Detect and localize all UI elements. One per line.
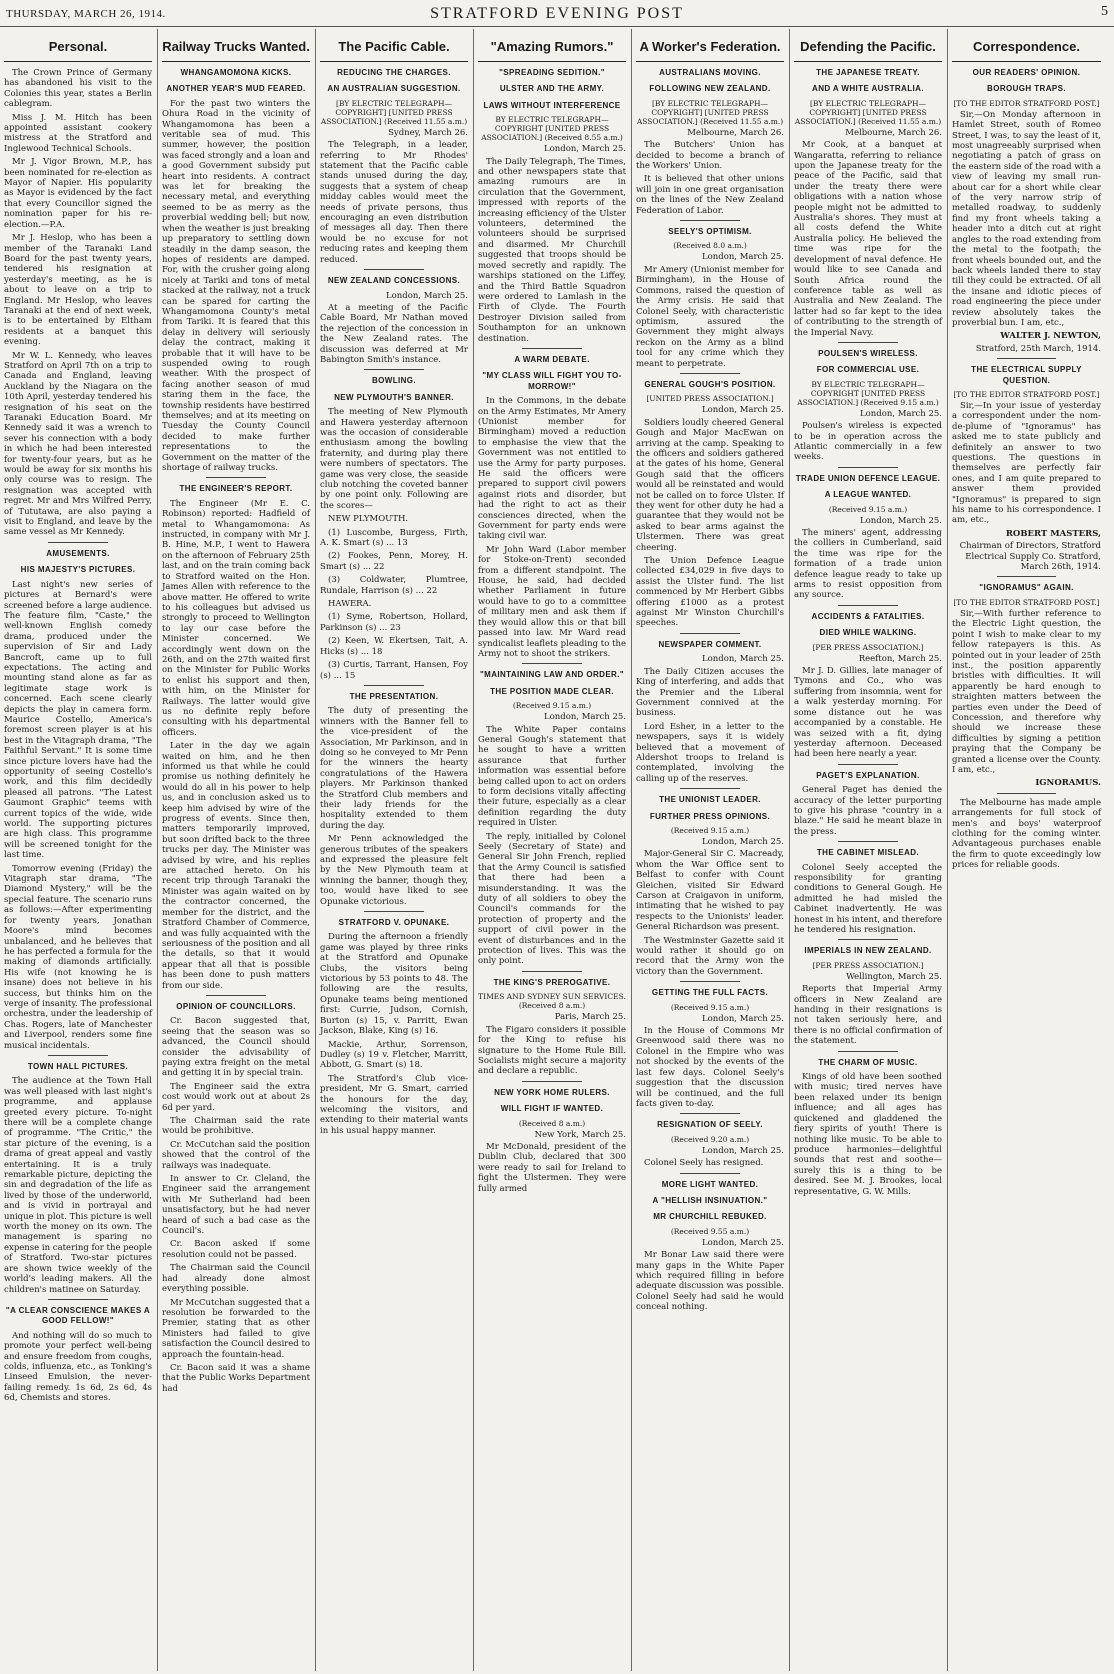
- article-paragraph: The Westminster Gazette said it would rather it should go on record that the Army won the victory than the Government.: [636, 935, 784, 977]
- article-paragraph: The Chairman said the rate would be prohibitive.: [162, 1116, 310, 1137]
- section-rule: [364, 685, 423, 686]
- section-rule: [680, 373, 739, 374]
- letter-date: Chairman of Directors, Stratford Electrical Supply Co. Stratford, March 26th, 1914.: [959, 541, 1101, 573]
- article-column: [474, 29, 632, 1671]
- article-paragraph: The Daily Citizen accuses the King of interfering, and adds that the Premier and the Liberal Government connived at the business.: [636, 666, 784, 719]
- article-column: [0, 29, 158, 1671]
- column-headline: A Worker's Federation.: [636, 29, 784, 62]
- section-rule: [522, 1081, 581, 1082]
- wire-credit: [TO THE EDITOR STRATFORD POST.]: [953, 98, 1100, 108]
- column-headline: "Amazing Rumors.": [478, 29, 626, 62]
- column-subheading: AND A WHITE AUSTRALIA.: [812, 84, 924, 94]
- section-rule: [522, 663, 581, 664]
- letter-signature: ROBERT MASTERS,: [1005, 528, 1101, 539]
- article-paragraph: At a meeting of the Pacific Cable Board, Mr Nathan moved the rejection of the concession in the New Zealand rates. The discussion was deferred at Mr Babington Smith's instance.: [320, 302, 468, 365]
- section-heading: TOWN HALL PICTURES.: [27, 1061, 129, 1071]
- section-heading: THE ENGINEER'S REPORT.: [179, 484, 293, 494]
- article-paragraph: During the afternoon a friendly game was played by three rinks at the Stratford and Opunake Clubs, the visitors being victorious by 53 points to 48. The following are the results, Opunake teams being mentioned first: Currie, Judson, Cornish, Burton (s) 15, v. Parritt, Ewan Jackson, Blake, King (s) 16.: [320, 932, 468, 1037]
- section-heading: BOWLING.: [371, 376, 417, 386]
- section-rule: [997, 358, 1057, 359]
- section-heading: NEW YORK HOME RULERS.: [494, 1087, 610, 1097]
- wire-credit: (Received 9.15 a.m.): [670, 825, 750, 835]
- section-rule: [680, 1173, 739, 1174]
- wire-credit: [BY ELECTRIC TELEGRAPH—COPYRIGHT] [UNITED PRESS ASSOCIATION.] (Received 11.55 a.m.): [320, 98, 468, 126]
- letter-date: Stratford, 25th March, 1914.: [975, 343, 1101, 354]
- masthead: [0, 0, 1114, 27]
- article-paragraph: Mr Amery (Unionist member for Birmingham), in the House of Commons, raised the question of the Army crisis. He said that Colonel Seely, with characteristic optimism, assured the Government they might always reckon on the Army as a blind tool for any crime which they meant to perpetrate.: [636, 264, 784, 369]
- section-heading: NEW ZEALAND CONCESSIONS.: [327, 276, 461, 286]
- section-rule: [522, 348, 581, 349]
- dateline: London, March 25.: [860, 515, 942, 526]
- article-paragraph: The Butchers' Union has decided to become a branch of the Workers' Union.: [636, 140, 784, 172]
- section-rule: [680, 1113, 739, 1114]
- wire-credit: (Received 9.15 a.m.): [670, 1002, 750, 1012]
- column-headline: Railway Trucks Wanted.: [162, 29, 310, 62]
- wire-credit: TIMES AND SYDNEY SUN SERVICES. (Received 8 a.m.): [478, 992, 626, 1011]
- section-rule: [680, 220, 739, 221]
- article-paragraph: Mr Cook, at a banquet at Wangaratta, referring to reliance upon the Japanese treaty for the peace of the Pacific, said that under the treaty there were obligations with a nation whose people might not be admitted to Australia's shores. They must at all costs defend the White Australia policy. He believed the time was ripe for the development of naval defence. He would like to see Canada and South Africa round the conference table as well as Australia and New Zealand. The latter had so far kept to the idea of contributing to the strength of the Imperial Navy.: [794, 140, 942, 338]
- dateline: London, March 25.: [702, 654, 784, 665]
- wire-credit: (Received 9.15 a.m.): [828, 504, 908, 514]
- article-paragraph: In answer to Cr. Cleland, the Engineer said the arrangement with Mr Sutherland had been unsatisfactory, but he had never heard of such a bad case as the Council's.: [162, 1174, 310, 1237]
- dateline: London, March 25.: [702, 1145, 784, 1156]
- article-column: [316, 29, 474, 1671]
- section-subheading: WILL FIGHT IF WANTED.: [500, 1104, 604, 1114]
- article-paragraph: The Engineer (Mr E. C. Robinson) reported: Hadfield of metal to Whangamomona: As instructed, in company with Mr J. B. Hine, M.P., I went to Hawera on the afternoon of February 25th last, and on the train coming back to Stratford waited on the Hon. James Allen with reference to the above matter. He offered to write to his colleagues but advised us strongly to proceed to Wellington to lay our case before the Minister concerned. We accordingly went down on the 26th, and on the 27th waited first on the Minister for Public Works to enlist his support and then, with him, on the Minister for Railways. The latter would give us no definite reply before consulting with his departmental officers.: [162, 498, 310, 738]
- article-paragraph: Mr Penn acknowledged the generous tributes of the speakers and expressed the pleasure felt by the New Plymouth team at winning the banner, though they, too, would have liked to see Opunake victorious.: [320, 834, 468, 907]
- wire-credit: [BY ELECTRIC TELEGRAPH—COPYRIGHT] [UNITED PRESS ASSOCIATION.] (Received 11.55 a.m.): [636, 98, 784, 126]
- section-heading: POULSEN'S WIRELESS.: [818, 348, 918, 358]
- section-heading: "A CLEAR CONSCIENCE MAKES A GOOD FELLOW!": [5, 1305, 151, 1326]
- dateline: Reefton, March 25.: [858, 653, 942, 664]
- article-paragraph: In the House of Commons Mr Greenwood said there was no Colonel in the Empire who was not shocked by the events of the last few days. Colonel Seely's suggestion that the discussion will be continued, and the full facts given to-day.: [636, 1026, 784, 1109]
- wire-credit: [PER PRESS ASSOCIATION.]: [812, 960, 924, 970]
- bowling-score-line: (2) Keen, W. Ekertsen, Tait, A. Hicks (s) ... 18: [320, 636, 468, 657]
- section-heading: "MAINTAINING LAW AND ORDER.": [479, 670, 625, 680]
- article-paragraph: The Daily Telegraph, The Times, and other newspapers state that amazing rumours are in circulation that the Government, impressed with reports of the increasing efficiency of the Ulster volunteers, determined the volunteers should be surprised and disarmed. Mr Churchill suggested that troops should be moved secretly and rapidly. The warships stationed on the Liffey, and the Third Battle Squadron were ordered to Lamlash in the Firth of Clyde. The Fourth Destroyer Division sailed from Southampton for an unknown destination.: [478, 156, 626, 344]
- section-heading: THE ELECTRICAL SUPPLY QUESTION.: [971, 365, 1082, 385]
- section-heading: THE CHARM OF MUSIC.: [818, 1057, 918, 1067]
- section-rule: [838, 467, 897, 468]
- section-heading: STRATFORD V. OPUNAKE.: [338, 918, 450, 928]
- dateline: Melbourne, March 26.: [845, 127, 942, 138]
- section-heading: "IGNORAMUS" AGAIN.: [979, 583, 1074, 593]
- section-subheading: FOR COMMERCIAL USE.: [816, 365, 920, 375]
- article-paragraph: Mr W. L. Kennedy, who leaves Stratford on April 7th on a trip to Canada and England, leaving Auckland by the Niagara on the 10th April, yesterday tendered his resignation of his seat on the Taranaki Education Board. Mr Kennedy said it was a wrench to sever his connection with a body in which he had been interested for twenty-four years, but as he would be away for six months his only course was to resign. The resignation was accepted with regret. Mr and Mrs Wilfred Perry, of Tututawa, are also paying a visit to England, and leave by the same vessel as Mr Kennedy.: [4, 350, 152, 538]
- article-column: [158, 29, 316, 1671]
- article-paragraph: The audience at the Town Hall was well pleased with last night's programme, and applause greeted every picture. To-night there will be a complete change of programme. "The Critic," the star picture of the evening, is a drama of great appeal and vastly entertaining. It is a truly remarkable picture, depicting the sin and degradation of the life as lived by those of the underworld, and is vivid in portrayal and unique in plot. This picture is well worth the money on its own. The management is sparing no expense in catering for the people of Stratford. Two-star pictures are shown twice weekly of the world's leading makers. All the children's matinee on Saturday.: [4, 1076, 152, 1295]
- section-rule: [364, 911, 423, 912]
- section-heading: THE KING'S PREROGATIVE.: [493, 977, 611, 987]
- column-subheading: THE JAPANESE TREATY.: [816, 68, 920, 77]
- dateline: London, March 25.: [702, 252, 784, 263]
- article-paragraph: Mr J. Heslop, who has been a member of the Taranaki Land Board for the past twenty years, tendered his resignation at yesterday's meeting, as he is about to leave on a trip to England. Mr Heslop, who leaves Taranaki at the end of next week, is to be entertained by Eltham residents at a banquet this evening.: [4, 233, 152, 348]
- wire-credit: (Received 9.55 a.m.): [670, 1226, 750, 1236]
- article-paragraph: Sir,—On Monday afternoon in Hamlet Street, south of Romeo Street, I was, to say the least of it, most unagreeably surprised when negotiating a patch of grass on the eastern side of the road with a view of leaving my small run-about car for a short while clear of the very narrow strip of metalled roadway, to suddenly find my front wheels taking a header into a ditch cut at right angles to the road extending from the metal to the footpath; the front wheels bounded out, and the back wheels landed there to stay till they could be extracted. Of all the insane and idiotic pieces of road engineering the piece under review absolutely takes the proverbial bun. I am, etc.,: [952, 109, 1101, 328]
- dateline: London, March 25.: [386, 290, 468, 301]
- issue-date: THURSDAY, MARCH 26, 1914.: [6, 8, 166, 20]
- article-paragraph: Cr. Bacon suggested that, seeing that the season was so advanced, the Council should consider the advisability of paying extra freight on the metal and getting it in by special train.: [162, 1016, 310, 1079]
- column-subheading: WHANGAMOMONA KICKS.: [180, 68, 292, 77]
- section-rule: [997, 793, 1057, 794]
- column-headline: Personal.: [4, 29, 152, 62]
- column-subheading: REDUCING THE CHARGES.: [337, 68, 451, 77]
- column-subheading: "SPREADING SEDITION.": [499, 68, 605, 77]
- section-rule: [680, 633, 739, 634]
- column-subheading: ULSTER AND THE ARMY.: [499, 84, 605, 94]
- section-heading: A WARM DEBATE.: [514, 354, 590, 364]
- dateline: London, March 25.: [702, 836, 784, 847]
- section-heading: TRADE UNION DEFENCE LEAGUE.: [795, 473, 941, 483]
- section-subheading: "MY CLASS WILL FIGHT YOU TO-MORROW!": [482, 371, 622, 391]
- dateline: Sydney, March 26.: [388, 127, 468, 138]
- article-paragraph: Miss J. M. Hitch has been appointed assistant cookery mistress at the Stratford and Inglewood Technical Schools.: [4, 112, 152, 154]
- wire-credit: (Received 9.15 a.m.): [512, 701, 592, 711]
- section-heading: OPINION OF COUNCILLORS.: [176, 1001, 296, 1011]
- letter-signature: WALTER J. NEWTON,: [1000, 331, 1101, 342]
- article-columns: [0, 29, 1114, 1671]
- section-rule: [838, 605, 897, 606]
- section-heading: THE PRESENTATION.: [349, 691, 439, 701]
- column-subheading: AUSTRALIANS MOVING.: [659, 68, 761, 77]
- article-paragraph: Mackie, Arthur, Sorrenson, Dudley (s) 19 v. Fletcher, Marritt, Abbott, G. Smart (s) 18.: [320, 1039, 468, 1071]
- section-rule: [680, 981, 739, 982]
- bowling-score-line: HAWERA.: [328, 599, 372, 610]
- section-rule: [364, 269, 423, 270]
- wire-credit: BY ELECTRIC TELEGRAPH—COPYRIGHT [UNITED PRESS ASSOCIATION.] (Received 8.55 a.m.): [481, 115, 623, 143]
- section-subheading: HIS MAJESTY'S PICTURES.: [20, 565, 136, 575]
- article-paragraph: The miners' agent, addressing the colliers in Cumberland, said the time was ripe for the formation of a trade union defence league ready to take up arms to resist opposition from any source.: [794, 528, 942, 601]
- article-paragraph: Major-General Sir C. Macready, whom the War Office sent to Belfast to confer with Count Gleichen, visited Sir Edward Carson at Craigavon in uniform, intimating that he wished to pay respects to the Unionists' leader. General Richardson was present.: [636, 849, 784, 933]
- section-rule: [48, 1299, 107, 1300]
- section-heading: RESIGNATION OF SEELY.: [657, 1120, 763, 1130]
- article-paragraph: Mr McCutchan suggested that a resolution be forwarded to the Premier, stating that as other Ministers had failed to give satisfaction the Council desired to approach the fountain-head.: [162, 1297, 310, 1360]
- article-paragraph: Lord Esher, in a letter to the newspapers, says it is widely believed that a movement of Aldershot troops to Ireland is contemplated, involving the calling up of the reserves.: [636, 721, 784, 784]
- section-rule: [522, 971, 581, 972]
- section-heading: PAGET'S EXPLANATION.: [816, 770, 920, 780]
- dateline: London, March 25.: [860, 408, 942, 419]
- article-paragraph: Cr. McCutchan said the position showed that the control of the railways was inadequate.: [162, 1139, 310, 1171]
- newspaper-title: STRATFORD EVENING POST: [430, 5, 684, 22]
- column-subheading: FOLLOWING NEW ZEALAND.: [649, 84, 771, 94]
- article-paragraph: The White Paper contains General Gough's statement that he sought to have a written assurance that further information was essential before being called upon to act on orders to form decisions vitally affecting their future, especially as a clear definition regarding the duty required in Ulster.: [478, 724, 627, 829]
- dateline: Wellington, March 25.: [846, 971, 942, 982]
- column-subheading: OUR READERS' OPINION.: [972, 68, 1081, 77]
- section-rule: [206, 477, 265, 478]
- article-paragraph: Tomorrow evening (Friday) the Vitagraph star drama, "The Diamond Mystery," will be the special feature. The scenario runs as follows:—After experimenting for twenty years, Jonathan Moore's mind becomes unbalanced, and he believes that he has perfected a formula for the making of diamonds artificially. His wife (not knowing he is insane) does not believe in his success, but thinks him on the verge of insanity. The professional orchestra, under the leadership of Chas. Rogers, late of Manchester and Liverpool, renders some fine musical incidentals.: [4, 863, 152, 1051]
- section-subheading: A LEAGUE WANTED.: [824, 490, 912, 500]
- article-paragraph: Sir,—In your issue of yesterday a correspondent under the nom-de-plume of "Ignoramus" has asked me to state publicly and definitely an answer to two questions. The questions in themselves are perfectly fair ones, and I am quite prepared to answer them provided "Ignoramus" is prepared to sign his name to his correspondence. I am, etc.,: [952, 400, 1101, 526]
- article-paragraph: It is believed that other unions will join in one great organisation on the lines of the New Zealand Federation of Labor.: [636, 174, 784, 216]
- article-paragraph: Mr John Ward (Labor member for Stoke-on-Trent) seconded from a different standpoint. The House, he said, had decided whether Parliament in future would have to go to a committee of military men and ask them if they would allow this or that bill passed into law. Mr Ward read syndicalist leaflets pleading to the Army not to shoot the strikers.: [478, 544, 626, 659]
- section-subheading: DIED WHILE WALKING.: [819, 628, 917, 638]
- bowling-score-line: (2) Fookes, Penn, Morey, H. Smart (s) ... 22: [320, 551, 468, 572]
- wire-credit: [BY ELECTRIC TELEGRAPH—COPYRIGHT] [UNITED PRESS ASSOCIATION.] (Received 11.55 a.m.): [794, 98, 942, 126]
- dateline: London, March 25.: [544, 144, 626, 155]
- section-subheading: A "HELLISH INSINUATION.": [652, 1195, 768, 1205]
- section-rule: [838, 841, 897, 842]
- section-heading: NEWSPAPER COMMENT.: [658, 639, 762, 649]
- article-paragraph: Last night's new series of pictures at Bernard's were screened before a large audience. The feature film, "Caste," the well-known English comedy drama, produced under the supervision of Sir and Lady Bancroft, came up to full expectations. The acting and mounting stand alone as far as legitimate stage work is concerned. Each scene clearly depicts the play in camera form. Maurice Costello, America's foremost screen player is at his best in the Vitagraph drama, "The Faithful Servant." It is some time since picture lovers have had the opportunity of seeing Costello's work, and this film decidedly pleased all patrons. "The Latest Gaumont Graphic" teems with current topics of the wide, wide world. The supporting pictures are high class. This programme will be screened tonight for the last time.: [4, 579, 152, 861]
- section-rule: [838, 342, 897, 343]
- column-subheading: BOROUGH TRAPS.: [987, 84, 1066, 94]
- article-paragraph: Kings of old have been soothed with music; tired nerves have been relaxed under its benign influence; and all ages has quickened and gladdened the fiery spirits of youth! There is nothing like music. To be able to produce harmonies—delightful sounds that rest and soothe—surely this is a thing to be desired. See M. J. Brookes, local representative, G. W. Mills.: [794, 1072, 942, 1197]
- section-subheading: FURTHER PRESS OPINIONS.: [649, 811, 771, 821]
- article-paragraph: Cr. Bacon asked if some resolution could not be passed.: [162, 1239, 310, 1260]
- section-rule: [48, 1055, 107, 1056]
- article-column: [790, 29, 948, 1671]
- article-paragraph: The Stratford's Club vice-president, Mr G. Smart, carried the honours for the day, welcoming the visitors, and extending to their material wants in his usual happy manner.: [320, 1073, 468, 1136]
- section-heading: THE CABINET MISLEAD.: [816, 848, 920, 858]
- wire-credit: [TO THE EDITOR STRATFORD POST.]: [953, 597, 1100, 607]
- article-paragraph: Mr Bonar Law said there were many gaps in the White Paper which required filling in before adequate discussion was possible. Colonel Seely had said he would conceal nothing.: [636, 1250, 784, 1313]
- dateline: Melbourne, March 26.: [687, 127, 784, 138]
- article-paragraph: The Union Defence League collected £34,029 in five days to assist the Ulster fund. The list commenced by Mr Herbert Gibbs offering £1000 as a protest against Mr Winston Churchill's speeches.: [636, 556, 784, 629]
- article-paragraph: And nothing will do so much to promote your perfect well-being and ensure freedom from coughs, colds, influenza, etc., as Tonking's Linseed Emulsion, the never-failing remedy. 1s 6d, 2s 6d, 4s 6d, Chemists and stores.: [4, 1330, 152, 1404]
- article-paragraph: Cr. Bacon said it was a shame that the Public Works Department had: [162, 1362, 310, 1394]
- article-column: [948, 29, 1106, 1671]
- article-paragraph: The Telegraph, in a leader, referring to Mr Rhodes' statement that the Pacific cable stands unused during the day, suggests that a system of cheap midday cables would meet the needs of private persons, thus encouraging an even distribution of messages all day. Then there would be no excuse for not reducing rates and keeping them reduced.: [320, 140, 468, 265]
- section-rule: [48, 542, 107, 543]
- wire-credit: [TO THE EDITOR STRATFORD POST.]: [953, 389, 1100, 399]
- page-number: 5: [1101, 4, 1108, 19]
- article-paragraph: The Crown Prince of Germany has abandoned his visit to the Colonies this year, states a Berlin cablegram.: [4, 68, 152, 110]
- section-heading: AMUSEMENTS.: [46, 548, 110, 558]
- article-paragraph: Colonel Seely accepted the responsibility for granting conditions to General Gough. He admitted he had misled the Cabinet inadvertently. He was honest in his intent, and therefore he tendered his resignation.: [794, 862, 942, 935]
- article-column: [632, 29, 790, 1671]
- section-heading: MORE LIGHT WANTED.: [661, 1179, 759, 1189]
- dateline: London, March 25.: [702, 1237, 784, 1248]
- article-paragraph: The Chairman said the Council had already done almost everything possible.: [162, 1263, 310, 1295]
- section-heading: GENERAL GOUGH'S POSITION.: [644, 379, 776, 389]
- wire-credit: (Received 8.0 a.m.): [673, 241, 747, 251]
- article-paragraph: The duty of presenting the winners with the Banner fell to the vice-president of the Association, Mr Parkinson, and in doing so he conveyed to Mr Penn for the winners the hearty congratulations of the Hawera players. Mr Parkinson thanked the Stratford Club members and their lady friends for the hospitality extended to them during the day.: [320, 706, 468, 831]
- section-subheading: THE POSITION MADE CLEAR.: [490, 686, 614, 696]
- bowling-score-line: (3) Curtis, Tarrant, Hansen, Foy (s) ... 15: [320, 660, 468, 681]
- dateline: London, March 25.: [702, 405, 784, 416]
- wire-credit: BY ELECTRIC TELEGRAPH—COPYRIGHT [UNITED PRESS ASSOCIATION.] (Received 9.15 a.m.): [797, 379, 939, 407]
- dateline: New York, March 25.: [534, 1129, 626, 1140]
- bowling-score-line: (3) Coldwater, Plumtree, Rundale, Harrison (s) ... 22: [320, 575, 468, 596]
- bowling-score-line: NEW PLYMOUTH.: [328, 514, 409, 525]
- column-subheading: LAWS WITHOUT INTERFERENCE: [483, 100, 621, 110]
- wire-credit: (Received 9.20 a.m.): [670, 1134, 750, 1144]
- article-paragraph: The Figaro considers it possible for the King to refuse his signature to the Home Rule Bill. Socialists might secure a majority and declare a republic.: [478, 1024, 626, 1077]
- article-paragraph: Soldiers loudly cheered General Gough and Major MacEwan on arriving at the camp. Speaking to the officers and soldiers gathered at the gates of his home, General Gough said that the officers would all be reinstated and would not be called on to force Ulster. If they went for other duty he had a guarantee that they would not be asked to bear arms against the Ulstermen. There was great cheering.: [636, 417, 784, 553]
- section-rule: [838, 764, 897, 765]
- bowling-score-line: (1) Syme, Robertson, Hollard, Parkinson (s) ... 23: [320, 612, 468, 633]
- section-heading: THE UNIONIST LEADER.: [659, 795, 761, 805]
- article-paragraph: The Engineer said the extra cost would work out at about 2s 6d per yard.: [162, 1081, 310, 1113]
- wire-credit: [UNITED PRESS ASSOCIATION.]: [646, 394, 774, 404]
- column-headline: Defending the Pacific.: [794, 29, 942, 62]
- dateline: Paris, March 25.: [554, 1012, 626, 1023]
- article-paragraph: General Paget has denied the accuracy of the letter purporting to give his phrase "country in a blaze." He said he meant blaze in the press.: [794, 785, 942, 837]
- section-subheading: MR CHURCHILL REBUKED.: [653, 1212, 767, 1222]
- article-paragraph: Reports that Imperial Army officers in New Zealand are handing in their resignations is not taken seriously here, and there is no official confirmation of the statement.: [794, 984, 942, 1047]
- article-paragraph: Later in the day we again waited on him, and he then informed us that while he could promise us nothing definitely he would do all in his power to help us, and in conclusion asked us to keep him advised by wire of the progress of events. Since then, matters temporarily improved, but soon drifted back to the three trucks per day. The Minister was advised by wire, and his replies are attached hereto. On his recent trip through Taranaki the Minister was again waited on by the contractor concerned, the member for the district, and the Stratford Chamber of Commerce, and was fully acquainted with the seriousness of the position and all the details, so that it would appear that all that is possible has been done to push matters from our side.: [162, 741, 310, 991]
- dateline: London, March 25.: [544, 712, 626, 723]
- article-paragraph: Poulsen's wireless is expected to be in operation across the Atlantic commercially in a few weeks.: [794, 421, 942, 463]
- section-heading: ACCIDENTS & FATALITIES.: [811, 611, 925, 621]
- letter-signature: IGNORAMUS.: [1035, 778, 1101, 789]
- section-rule: [838, 939, 897, 940]
- wire-credit: [PER PRESS ASSOCIATION.]: [812, 642, 924, 652]
- article-paragraph: The Melbourne has made ample arrangements for full stock of men's and boys' waterproof clothing for the coming winter. Advantageous purchases enable the firm to quote exceedingly low prices for reliable goods.: [952, 797, 1101, 871]
- section-heading: GETTING THE FULL FACTS.: [651, 988, 769, 998]
- article-paragraph: Sir,—With further reference to the Electric Light question, the point I wish to make clear to my fellow ratepayers is this. As pointed out in your leader of 25th inst., the position apparently bristles with difficulties. It will apparently be hard enough to straighten matters between the parties even under the Deed of Concession, and therefore why should we increase these difficulties by signing a petition praying that the Company be granted a license over the County. I am, etc.,: [952, 608, 1101, 775]
- section-rule: [206, 995, 265, 996]
- article-paragraph: In the Commons, in the debate on the Army Estimates, Mr Amery (Unionist member for Birmingham) moved a reduction to emphasise the view that the Government was not entitled to use the Army for party purposes. He said the officers were prepared to support civil powers against riots and disorder, but had the right to act as their consciences directed, when the Government for party ends were taking civil war.: [478, 396, 626, 542]
- dateline: London, March 25.: [702, 1013, 784, 1024]
- section-rule: [997, 576, 1057, 577]
- section-rule: [838, 1051, 897, 1052]
- article-paragraph: Colonel Seely has resigned.: [644, 1158, 764, 1169]
- wire-credit: (Received 8 a.m.): [518, 1118, 586, 1128]
- column-subheading: ANOTHER YEAR'S MUD FEARED.: [166, 84, 306, 94]
- column-subheading: AN AUSTRALIAN SUGGESTION.: [327, 84, 461, 94]
- column-headline: The Pacific Cable.: [320, 29, 468, 62]
- bowling-score-line: (1) Luscombe, Burgess, Firth, A. K. Smart (s) ... 13: [320, 527, 468, 549]
- article-paragraph: The meeting of New Plymouth and Hawera yesterday afternoon was the occasion of considerable enthusiasm among the bowling fraternity, and during play there were numbers of spectators. The game was very close, the seaside club notching the coveted banner by one point only. Following are the scores—: [320, 407, 468, 511]
- article-paragraph: Mr J. Vigor Brown, M.P., has been nominated for re-election as Mayor of Napier. His popularity as Mayor is evidenced by the fact that every Councillor signed the nomination paper for his re-election.—P.A.: [4, 157, 152, 230]
- article-paragraph: Mr McDonald, president of the Dublin Club, declared that 300 were ready to sail for Ireland to fight the Ulstermen. They were fully armed: [478, 1141, 626, 1194]
- article-paragraph: The reply, initialled by Colonel Seely (Secretary of State) and General Sir John French, replied that the Army Council is satisfied that there had been a misunderstanding. It was the duty of all soldiers to obey the Council's commands for the protection of property and the support of civil power in the event of disturbances and in the protection of lives. This was the only point.: [478, 831, 626, 967]
- column-headline: Correspondence.: [952, 29, 1101, 62]
- section-heading: IMPERIALS IN NEW ZEALAND.: [804, 946, 932, 956]
- section-heading: SEELY'S OPTIMISM.: [668, 227, 752, 237]
- section-rule: [364, 369, 423, 370]
- section-subheading: NEW PLYMOUTH'S BANNER.: [334, 392, 454, 402]
- article-paragraph: For the past two winters the Ohura Road in the vicinity of Whangamomona has been a veritable sea of mud. This summer, however, the position was faced strongly and a loan and a good Government subsidy put heart into residents. A contract was let for breaking the necessary metal, and everything seemed to be as merry as the proverbial wedding bell; but now, when the weather is just breaking up preparatory to settling down steadily in the damp season, the hopes of residents are damped. For, with the crusher going along nicely at Tariki and tons of metal stacked at the railway, not a truck can be spared for carting the Whangamomona County's metal from Tariki. It is feared that this delay in delivery will seriously delay the contract, making it probable that it will have to be suspended owing to rough weather. With the prospect of facing another season of mud staring them in the face, the township residents have bestirred themselves; and at its meeting on Tuesday the County Council decided to make further representations to the Government on the matter of the shortage of railway trucks.: [162, 98, 310, 474]
- section-rule: [680, 788, 739, 789]
- article-paragraph: Mr J. D. Gillies, late manager of Tymons and Co., who was suffering from insomnia, went for a walk yesterday morning. For some distance out he was accompanied by a constable. He was seized with a fit, dying yesterday afternoon. Deceased had been here nearly a year.: [794, 666, 942, 760]
